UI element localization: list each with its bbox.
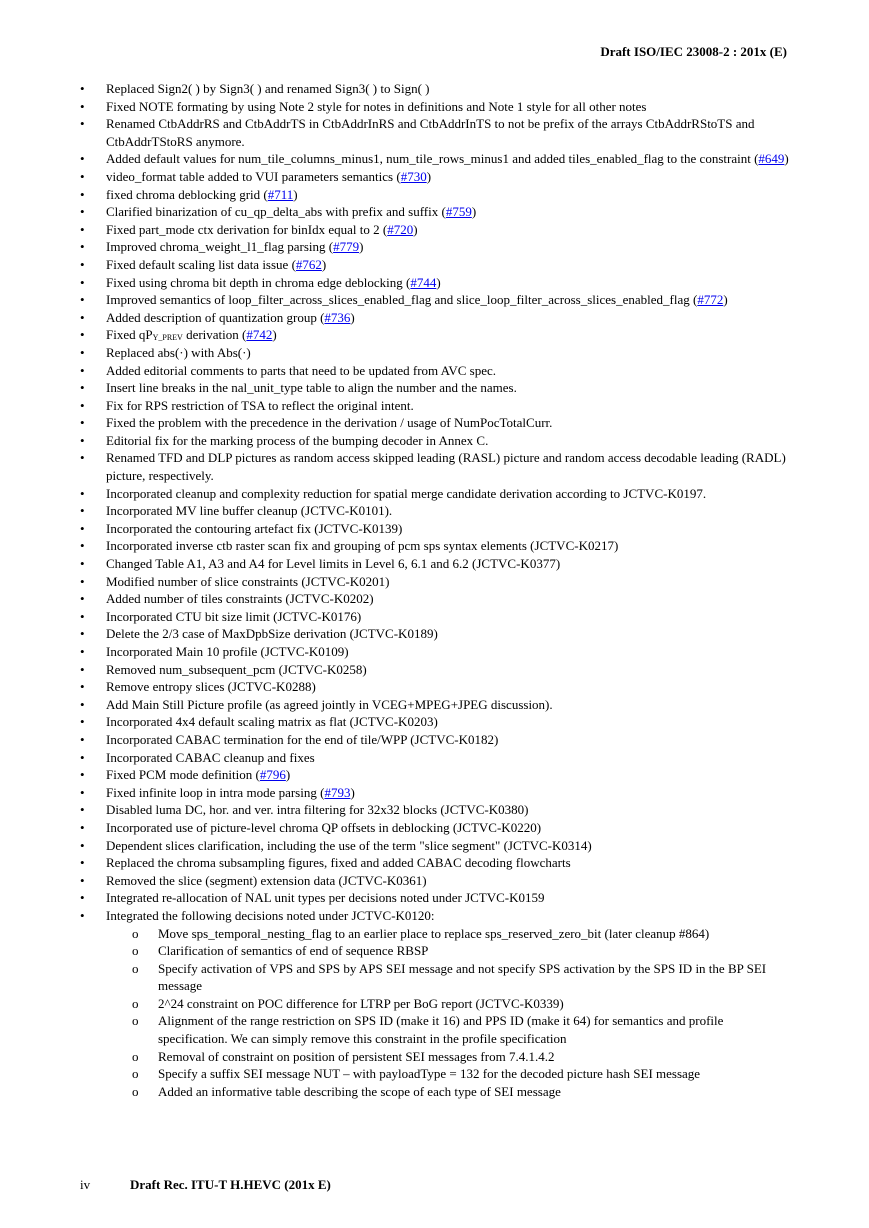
issue-link[interactable]: #744	[410, 274, 437, 290]
list-item	[80, 766, 790, 784]
item-text: Incorporated cleanup and complexity reduction for spatial merge candidate derivation according to JCTVC-K0197.	[106, 485, 707, 501]
list-item	[80, 907, 790, 1101]
item-text: Incorporated the contouring artefact fix (JCTVC-K0139)	[106, 520, 403, 536]
sub-list-item: o Clarification of semantics of end of sequence RBSP	[106, 942, 790, 960]
list-item	[80, 291, 790, 309]
list-item	[80, 643, 790, 661]
item-text: Improved semantics of loop_filter_across_slices_enabled_flag and slice_loop_filter_across_slices_enabled_flag (	[106, 292, 698, 308]
item-text: )	[285, 767, 291, 783]
item-text: Incorporated MV line buffer cleanup (JCTVC-K0101).	[106, 503, 393, 519]
item-text: Fixed infinite loop in intra mode parsing (	[106, 784, 325, 800]
list-item	[80, 590, 790, 608]
item-text: Renamed TFD and DLP pictures as random access skipped leading (RASL) picture and random access decodable leading (RADL) picture, respectively.	[106, 450, 786, 484]
list-item	[80, 502, 790, 520]
page-header: Draft ISO/IEC 23008-2 : 201x (E)	[600, 44, 787, 59]
item-text: Replaced Sign2( ) by Sign3( ) and renamed Sign3( ) to Sign( )	[106, 81, 430, 96]
item-text: Incorporated 4x4 default scaling matrix as flat (JCTVC-K0203)	[106, 714, 438, 730]
list-item	[80, 203, 790, 221]
item-text: Added editorial comments to parts that need to be updated from AVC spec.	[106, 362, 497, 378]
list-item	[80, 238, 790, 256]
item-text: Incorporated use of picture-level chroma QP offsets in deblocking (JCTVC-K0220)	[106, 819, 542, 835]
list-item	[80, 449, 790, 484]
item-text: )	[293, 186, 298, 202]
change-list	[80, 80, 790, 1100]
list-item	[80, 784, 790, 802]
list-item	[80, 168, 790, 186]
footer-title: Draft Rec. ITU-T H.HEVC (201x E)	[130, 1177, 331, 1192]
item-text: Add Main Still Picture profile (as agreed jointly in VCEG+MPEG+JPEG discussion).	[106, 696, 553, 712]
page-number: iv	[80, 1177, 91, 1192]
item-text: )	[350, 309, 355, 325]
issue-link[interactable]: #759	[445, 204, 472, 220]
sub-list-item: o Removal of constraint on position of persistent SEI messages from 7.4.1.4.2	[106, 1048, 790, 1066]
list-item	[80, 555, 790, 573]
list-item	[80, 186, 790, 204]
item-text: Incorporated CTU bit size limit (JCTVC-K0176)	[106, 608, 362, 624]
item-text: video_format table added to VUI parameters semantics (	[106, 168, 401, 184]
item-text: )	[350, 784, 355, 800]
item-text: Fixed PCM mode definition (	[106, 767, 260, 783]
list-item	[80, 344, 790, 362]
list-item	[80, 150, 790, 168]
list-item	[80, 256, 790, 274]
sub-bullet-list	[106, 925, 790, 1101]
item-text: Integrated re-allocation of NAL unit types per decisions noted under JCTVC-K0159	[106, 890, 545, 906]
list-item	[80, 397, 790, 415]
list-item	[80, 309, 790, 327]
list-item	[80, 485, 790, 503]
list-item	[80, 731, 790, 749]
item-text: Changed Table A1, A3 and A4 for Level limits in Level 6, 6.1 and 6.2 (JCTVC-K0377)	[106, 556, 561, 572]
item-text: Removed the slice (segment) extension data (JCTVC-K0361)	[106, 872, 427, 888]
list-item	[80, 749, 790, 767]
list-item	[80, 837, 790, 855]
item-text: Fixed NOTE formating by using Note 2 style for notes in definitions and Note 1 style for all other notes	[106, 98, 647, 114]
page-footer	[80, 1177, 331, 1193]
item-text: Fixed default scaling list data issue (	[106, 256, 296, 272]
list-item	[80, 661, 790, 679]
list-item	[80, 379, 790, 397]
item-text: Integrated the following decisions noted under JCTVC-K0120:	[106, 907, 435, 923]
item-text: )	[413, 221, 418, 237]
list-item	[80, 678, 790, 696]
list-item	[80, 854, 790, 872]
item-text: Added number of tiles constraints (JCTVC-K0202)	[106, 591, 374, 607]
list-item	[80, 326, 790, 344]
item-text: Dependent slices clarification, including the use of the term "slice segment" (JCTVC-K0314)	[106, 837, 592, 853]
issue-link[interactable]: #736	[324, 309, 351, 325]
list-item	[80, 713, 790, 731]
list-item	[80, 80, 790, 98]
list-item	[80, 274, 790, 292]
list-item	[80, 819, 790, 837]
item-text: Incorporated Main 10 profile (JCTVC-K0109)	[106, 644, 349, 659]
item-text: Added default values for num_tile_columns_minus1, num_tile_rows_minus1 and added tiles_enabled_flag to the constraint (	[106, 151, 759, 167]
list-item	[80, 537, 790, 555]
item-text: fixed chroma deblocking grid (	[106, 186, 268, 202]
item-text: )	[436, 274, 441, 290]
issue-link[interactable]: #779	[333, 239, 360, 255]
list-item	[80, 889, 790, 907]
issue-link[interactable]: #772	[697, 292, 724, 308]
sub-list-item: o 2^24 constraint on POC difference for LTRP per BoG report (JCTVC-K0339)	[106, 995, 790, 1013]
item-text: Improved chroma_weight_l1_flag parsing (	[106, 239, 334, 255]
sub-list-item: o Move sps_temporal_nesting_flag to an earlier place to replace sps_reserved_zero_bit (later cleanup #864)	[106, 925, 790, 943]
item-text: Modified number of slice constraints (JCTVC-K0201)	[106, 573, 390, 589]
list-item	[80, 115, 790, 150]
item-subscript: Y_PREV	[152, 333, 183, 343]
issue-link[interactable]: #796	[259, 767, 286, 783]
issue-link[interactable]: #720	[387, 221, 414, 237]
item-text: Incorporated CABAC termination for the end of tile/WPP (JCTVC-K0182)	[106, 731, 499, 747]
item-text: Fixed qP	[106, 327, 153, 343]
issue-link[interactable]: #742	[246, 327, 273, 343]
main-bullet-list	[80, 80, 790, 1100]
list-item	[80, 625, 790, 643]
list-item	[80, 221, 790, 239]
item-text: Added description of quantization group (	[106, 309, 325, 325]
list-item	[80, 872, 790, 890]
item-text: )	[321, 256, 327, 272]
issue-link[interactable]: #649	[758, 151, 785, 167]
item-text: Insert line breaks in the nal_unit_type table to align the number and the names.	[106, 380, 517, 396]
sub-list-item: o Specify activation of VPS and SPS by APS SEI message and not specify SPS activation by the SPS ID in the BP SEI message	[106, 960, 790, 995]
list-item	[80, 696, 790, 714]
list-item	[80, 432, 790, 450]
list-item	[80, 520, 790, 538]
item-text: Replaced the chroma subsampling figures, fixed and added CABAC decoding flowcharts	[106, 855, 571, 871]
item-text: Disabled luma DC, hor. and ver. intra filtering for 32x32 blocks (JCTVC-K0380)	[106, 802, 529, 818]
item-text: Fixed part_mode ctx derivation for binIdx equal to 2 (	[106, 221, 388, 237]
list-item	[80, 362, 790, 380]
item-text: Remove entropy slices (JCTVC-K0288)	[106, 679, 316, 695]
item-text: Fixed the problem with the precedence in the derivation / usage of NumPocTotalCurr.	[106, 415, 553, 431]
item-text: derivation (	[182, 327, 247, 343]
item-text: )	[359, 239, 364, 255]
item-text: Clarified binarization of cu_qp_delta_abs with prefix and suffix (	[106, 204, 446, 220]
sub-list-item: o Added an informative table describing the scope of each type of SEI message	[106, 1083, 790, 1101]
item-text: Fixed using chroma bit depth in chroma edge deblocking (	[106, 274, 411, 290]
item-text: )	[723, 292, 728, 308]
list-item	[80, 98, 790, 116]
item-text: )	[426, 168, 432, 184]
item-text: Incorporated CABAC cleanup and fixes	[106, 749, 315, 765]
item-text: Delete the 2/3 case of MaxDpbSize derivation (JCTVC-K0189)	[106, 626, 438, 642]
issue-link[interactable]: #762	[295, 256, 322, 272]
item-text: Fix for RPS restriction of TSA to reflect the original intent.	[106, 397, 414, 413]
item-text: )	[471, 204, 477, 220]
sub-list-item: o Specify a suffix SEI message NUT – with payloadType = 132 for the decoded picture hash SEI message	[106, 1065, 790, 1083]
list-item	[80, 801, 790, 819]
list-item	[80, 573, 790, 591]
issue-link[interactable]: #711	[267, 186, 294, 202]
issue-link[interactable]: #730	[400, 168, 427, 184]
item-text: Incorporated inverse ctb raster scan fix and grouping of pcm sps syntax elements (JCTVC-K0217)	[106, 538, 619, 554]
item-text: Replaced abs(·) with Abs(·)	[106, 344, 251, 360]
item-text: )	[784, 151, 789, 167]
list-item	[80, 414, 790, 432]
sub-list-item: o Alignment of the range restriction on SPS ID (make it 16) and PPS ID (make it 64) for semantics and profile specification. We can simply remove this constraint in the profile specification	[106, 1012, 790, 1047]
item-text: Editorial fix for the marking process of the bumping decoder in Annex C.	[106, 432, 489, 448]
item-text: Renamed CtbAddrRS and CtbAddrTS in CtbAddrInRS and CtbAddrInTS to not be prefix of the arrays CtbAddrRStoTS and CtbAddrTStoRS anymore.	[106, 116, 755, 149]
issue-link[interactable]: #793	[324, 784, 351, 800]
item-text: )	[272, 327, 277, 343]
list-item	[80, 608, 790, 626]
item-text: Removed num_subsequent_pcm (JCTVC-K0258)	[106, 661, 367, 677]
